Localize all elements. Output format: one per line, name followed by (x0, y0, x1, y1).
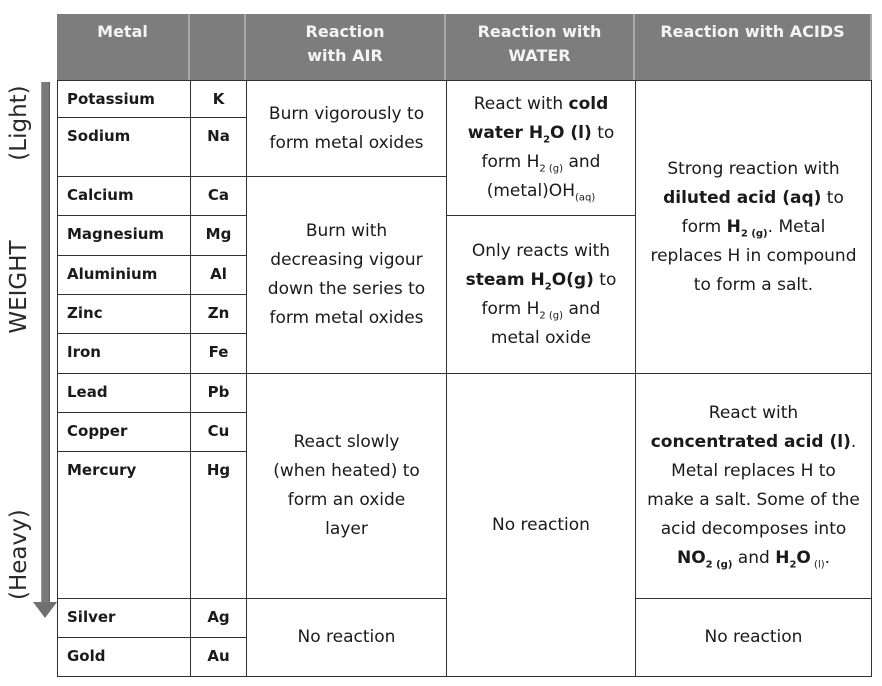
metal-name: Potassium (57, 80, 191, 118)
weight-arrow-shaft (41, 82, 50, 604)
metal-symbol: Au (190, 637, 247, 677)
metal-name: Copper (57, 412, 191, 452)
metal-symbol: Fe (190, 333, 247, 374)
header-acids: Reaction with ACIDS (635, 14, 872, 80)
header-water: Reaction with WATER (446, 14, 635, 80)
metal-symbol: Ag (190, 598, 247, 638)
water-reaction-group2: Only reacts with steam $H_2O(g)$ to form $H_{2 (g)}$ and metal oxide (446, 215, 636, 374)
metal-name: Sodium (57, 117, 191, 177)
metal-symbol: Hg (190, 451, 247, 599)
metal-symbol: Na (190, 117, 247, 177)
metal-name: Lead (57, 373, 191, 413)
water-reaction-group3: No reaction (446, 373, 636, 677)
metal-name: Gold (57, 637, 191, 677)
metal-name: Zinc (57, 294, 191, 334)
reactivity-table (57, 14, 872, 677)
metal-symbol: Pb (190, 373, 247, 413)
air-reaction-group1: Burn vigorously to form metal oxides (246, 80, 447, 177)
metal-name: Aluminium (57, 255, 191, 295)
axis-label-light: (Light) (6, 85, 32, 161)
axis-label-heavy: (Heavy) (6, 509, 32, 600)
metal-symbol: Mg (190, 215, 247, 256)
metal-name: Mercury (57, 451, 191, 599)
metal-name: Calcium (57, 176, 191, 216)
arrow-down-icon (33, 602, 57, 618)
metal-name: Magnesium (57, 215, 191, 256)
acid-reaction-group3: No reaction (635, 598, 872, 677)
metal-name: Silver (57, 598, 191, 638)
acid-reaction-group2: React with concentrated acid (l). Metal replaces H to make a salt. Some of the acid decomposes into $NO_{2 (g)}$ and $H_2O$ $_{(l)}$. (635, 373, 872, 599)
metal-symbol: Al (190, 255, 247, 295)
metal-symbol: Zn (190, 294, 247, 334)
axis-label-weight: WEIGHT (6, 240, 32, 334)
header-metal: Metal (57, 14, 190, 80)
water-reaction-group1: React with cold water $H_2O$ (l) to form $H_{2 (g)}$ and $(metal)OH_{(aq)}$ (446, 80, 636, 216)
weight-axis (0, 70, 56, 650)
header-symbol (190, 14, 246, 80)
metal-symbol: Ca (190, 176, 247, 216)
air-reaction-group2: Burn with decreasing vigour down the series to form metal oxides (246, 176, 447, 374)
air-reaction-group4: No reaction (246, 598, 447, 677)
acid-reaction-group1: Strong reaction with diluted acid (aq) to form $H_{2 (g)}$. Metal replaces H in compound to form a salt. (635, 80, 872, 374)
metal-symbol: K (190, 80, 247, 118)
header-air: Reaction with AIR (246, 14, 446, 80)
metal-name: Iron (57, 333, 191, 374)
metal-symbol: Cu (190, 412, 247, 452)
air-reaction-group3: React slowly (when heated) to form an oxide layer (246, 373, 447, 599)
